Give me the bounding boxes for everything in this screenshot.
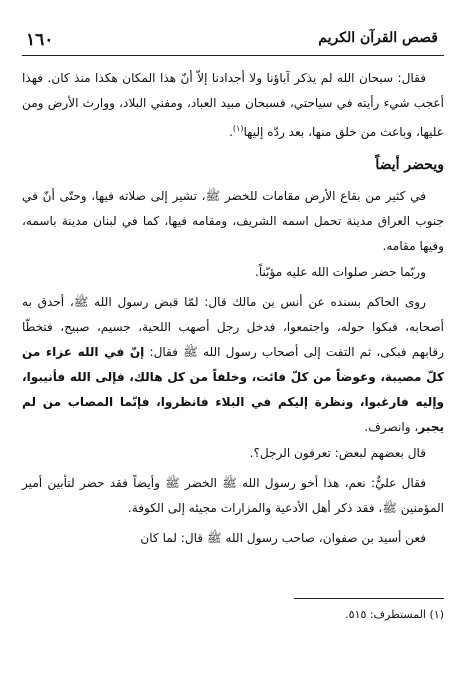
paragraph-6: فقال عليٌّ: نعم، هذا أخو رسول الله ﷺ الخضر ﷺ وأيضاً فقد حضر لتأبين أمير المؤمنين ﷺ، فقد ذكر أهل الأدعية والمزارات مجيئه إلى الكوفة. [22, 476, 444, 516]
footnote-marker: (١) [232, 124, 244, 133]
section-heading: ويحضر أيضاً [375, 157, 444, 174]
paragraph-4-quote: إنّ في الله عزاء من كلّ مصيبة، وعوضاً من كلّ فائت، وخلفاً من كل هالك، فإلى الله فأنيبوا، وإليه فارغبوا، ونظرة إليكم في البلاء فانظروا، فإنّما المصاب من لم يجبر [22, 345, 444, 435]
paragraph-4 [22, 290, 444, 440]
running-title: قصص القرآن الكريم [318, 30, 438, 46]
paragraph-1: فقال: سبحان الله لم يذكر آباؤنا ولا أجدادنا إلاّ أنّ هذا المكان هكذا منذ كان. فهذا أعجب شيء رأيته في سياحتي، فسبحان مبيد العباد، ومفني البلاد، ووارث الأرض ومن عليها، وباعث من خلق منها، بعد ردّه إليها$^{(١)}$. [22, 71, 444, 140]
paragraph-4-intro: روى الحاكم بسنده عن أنس بن مالك قال: لمّا قبض رسول الله ﷺ، أحدق به أصحابه، فبكوا حوله، واجتمعوا، فدخل رجل أصهب اللحية، جسيم، صبيح، فتخطّا رقابهم فبكى، ثم التفت إلى أصحاب رسول الله ﷺ فقال: [22, 295, 444, 360]
paragraph-5: قال بعضهم لبعض: تعرفون الرجل؟. [249, 446, 426, 461]
body-text [22, 66, 444, 552]
footnote-rule [294, 598, 444, 599]
paragraph-4-end: ، وانصرف. [364, 420, 419, 435]
paragraph-7: فعن أسيد بن صفوان، صاحب رسول الله ﷺ قال: لما كان [140, 531, 426, 546]
paragraph-3: وربّما حضر صلوات الله عليه مؤبّناً. [254, 265, 426, 280]
header-rule [22, 55, 444, 56]
paragraph-1-text: فقال: سبحان الله لم يذكر آباؤنا ولا أجدادنا إلاّ أنّ هذا المكان هكذا منذ كان. فهذا أعجب شيء رأيته في سياحتي، فسبحان مبيد العباد، ومفني البلاد، ووارث الأرض ومن عليها، وباعث من خلق منها، بعد ردّه إليها [22, 71, 444, 140]
paragraph-2: في كثير من بقاع الأرض مقامات للخضر ﷺ، تشير إلى صلاته فيها، وحتّى أنّ في جنوب العراق مدينة تحمل اسمه الشريف، ومقامه فيها، كما في لبنان مدينة باسمه، وفيها مقامه. [22, 189, 444, 254]
footnote: (١) المستطرف: ٥١٥. [345, 608, 444, 621]
page-number: ١٦٠ [26, 30, 54, 50]
